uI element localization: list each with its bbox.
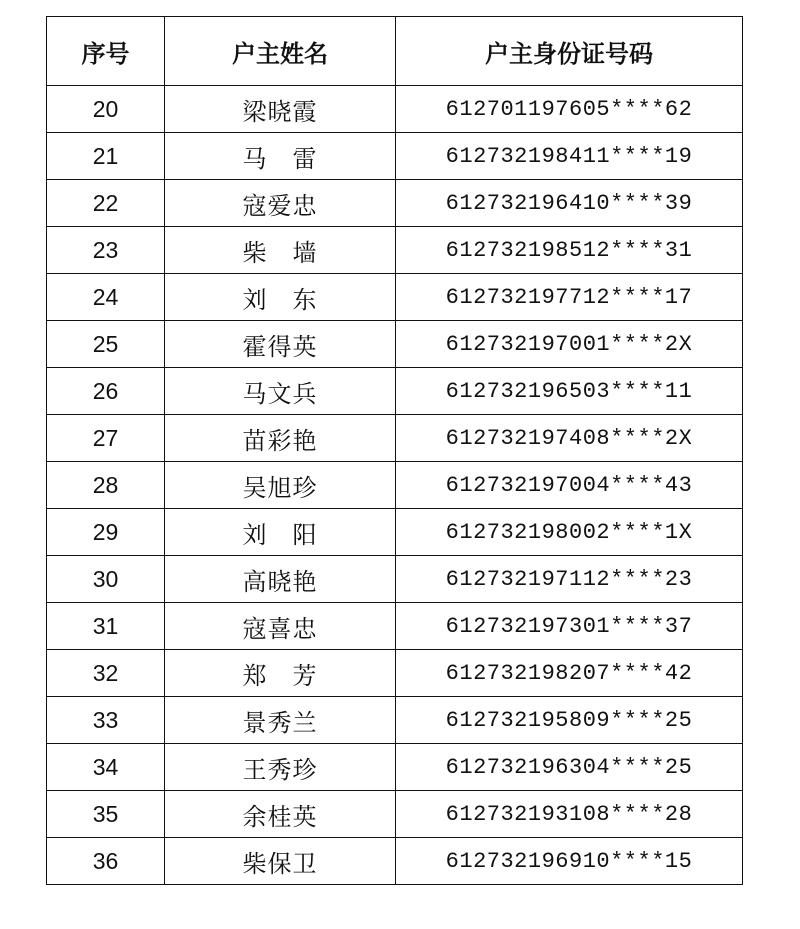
row-id-number: 612732198002****1X	[396, 509, 743, 556]
row-id-number: 612732196503****11	[396, 368, 743, 415]
row-serial-number: 24	[47, 274, 165, 321]
table-row	[47, 180, 743, 227]
row-serial-number: 20	[47, 86, 165, 133]
table-row	[47, 227, 743, 274]
table-row	[47, 838, 743, 885]
row-householder-name: 高晓艳	[165, 556, 396, 603]
row-serial-number: 22	[47, 180, 165, 227]
row-serial-number: 32	[47, 650, 165, 697]
row-householder-name: 寇喜忠	[165, 603, 396, 650]
row-id-number: 612732198411****19	[396, 133, 743, 180]
table-row	[47, 274, 743, 321]
row-id-number: 612732197408****2X	[396, 415, 743, 462]
row-householder-name: 柴 墙	[165, 227, 396, 274]
row-serial-number: 30	[47, 556, 165, 603]
household-table	[46, 16, 743, 885]
row-householder-name: 马文兵	[165, 368, 396, 415]
document-sheet	[46, 16, 742, 885]
table-row	[47, 86, 743, 133]
header-id-number: 户主身份证号码	[396, 17, 743, 86]
table-row	[47, 603, 743, 650]
row-householder-name: 王秀珍	[165, 744, 396, 791]
header-householder-name: 户主姓名	[165, 17, 396, 86]
row-id-number: 612732198512****31	[396, 227, 743, 274]
header-serial-number: 序号	[47, 17, 165, 86]
row-serial-number: 29	[47, 509, 165, 556]
row-serial-number: 25	[47, 321, 165, 368]
row-id-number: 612732196410****39	[396, 180, 743, 227]
table-row	[47, 509, 743, 556]
row-householder-name: 郑 芳	[165, 650, 396, 697]
row-serial-number: 31	[47, 603, 165, 650]
row-householder-name: 寇爱忠	[165, 180, 396, 227]
row-serial-number: 26	[47, 368, 165, 415]
row-id-number: 612732196304****25	[396, 744, 743, 791]
row-id-number: 612732197712****17	[396, 274, 743, 321]
row-id-number: 612701197605****62	[396, 86, 743, 133]
row-id-number: 612732198207****42	[396, 650, 743, 697]
row-serial-number: 21	[47, 133, 165, 180]
row-id-number: 612732197301****37	[396, 603, 743, 650]
table-row	[47, 462, 743, 509]
row-id-number: 612732197112****23	[396, 556, 743, 603]
row-serial-number: 35	[47, 791, 165, 838]
table-body	[47, 86, 743, 885]
row-householder-name: 霍得英	[165, 321, 396, 368]
row-id-number: 612732197004****43	[396, 462, 743, 509]
row-householder-name: 刘 阳	[165, 509, 396, 556]
table-row	[47, 650, 743, 697]
row-id-number: 612732193108****28	[396, 791, 743, 838]
row-householder-name: 柴保卫	[165, 838, 396, 885]
row-householder-name: 吴旭珍	[165, 462, 396, 509]
row-householder-name: 马 雷	[165, 133, 396, 180]
row-serial-number: 34	[47, 744, 165, 791]
table-row	[47, 415, 743, 462]
row-serial-number: 28	[47, 462, 165, 509]
table-row	[47, 697, 743, 744]
row-householder-name: 余桂英	[165, 791, 396, 838]
row-id-number: 612732196910****15	[396, 838, 743, 885]
table-row	[47, 321, 743, 368]
row-householder-name: 苗彩艳	[165, 415, 396, 462]
row-householder-name: 景秀兰	[165, 697, 396, 744]
table-header-row	[47, 17, 743, 86]
row-serial-number: 33	[47, 697, 165, 744]
row-serial-number: 36	[47, 838, 165, 885]
table-row	[47, 368, 743, 415]
row-serial-number: 27	[47, 415, 165, 462]
row-id-number: 612732197001****2X	[396, 321, 743, 368]
table-row	[47, 791, 743, 838]
table-row	[47, 133, 743, 180]
table-row	[47, 556, 743, 603]
table-row	[47, 744, 743, 791]
row-householder-name: 刘 东	[165, 274, 396, 321]
row-householder-name: 梁晓霞	[165, 86, 396, 133]
row-serial-number: 23	[47, 227, 165, 274]
row-id-number: 612732195809****25	[396, 697, 743, 744]
